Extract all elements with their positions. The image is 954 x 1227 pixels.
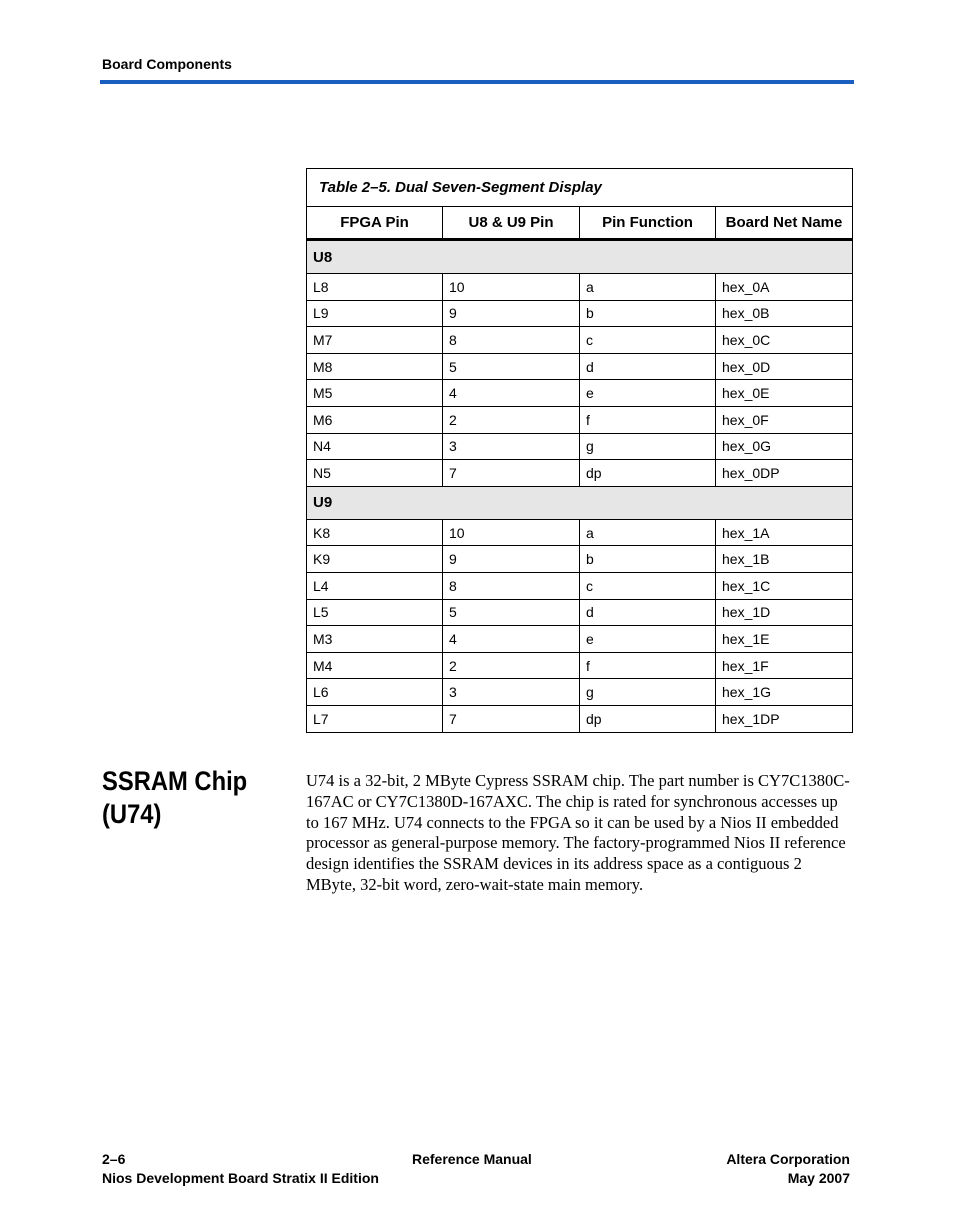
- table-cell: dp: [580, 460, 716, 487]
- pin-table: [306, 168, 853, 733]
- table-cell: 7: [443, 705, 580, 732]
- table-row: [307, 679, 853, 706]
- table-cell: L4: [307, 572, 443, 599]
- table-cell: K8: [307, 519, 443, 546]
- table-cell: 9: [443, 300, 580, 327]
- table-cell: M7: [307, 327, 443, 354]
- table-cell: 8: [443, 327, 580, 354]
- table-cell: b: [580, 300, 716, 327]
- table-cell: b: [580, 546, 716, 573]
- table-cell: hex_0E: [716, 380, 853, 407]
- section-heading-line2: (U74): [102, 799, 162, 829]
- table-caption: Table 2–5. Dual Seven-Segment Display: [307, 169, 853, 207]
- table-row: [307, 327, 853, 354]
- table-cell: L9: [307, 300, 443, 327]
- table-cell: M5: [307, 380, 443, 407]
- table-cell: hex_1G: [716, 679, 853, 706]
- table-row: [307, 460, 853, 487]
- table-cell: d: [580, 353, 716, 380]
- table-row: [307, 519, 853, 546]
- table-cell: c: [580, 327, 716, 354]
- table-cell: g: [580, 679, 716, 706]
- table-cell: dp: [580, 705, 716, 732]
- group-row: [307, 240, 853, 274]
- table-row: [307, 599, 853, 626]
- table-cell: M6: [307, 406, 443, 433]
- running-header: Board Components: [102, 56, 232, 72]
- table-cell: f: [580, 406, 716, 433]
- footer-center: [412, 1150, 532, 1169]
- table-cell: N5: [307, 460, 443, 487]
- column-header: FPGA Pin: [307, 207, 443, 240]
- table-row: [307, 652, 853, 679]
- table-cell: M8: [307, 353, 443, 380]
- table-cell: e: [580, 380, 716, 407]
- table-cell: 5: [443, 353, 580, 380]
- table-row: [307, 300, 853, 327]
- table-cell: hex_1D: [716, 599, 853, 626]
- table-cell: hex_0D: [716, 353, 853, 380]
- table-cell: c: [580, 572, 716, 599]
- table-cell: 5: [443, 599, 580, 626]
- column-header: Board Net Name: [716, 207, 853, 240]
- table-cell: M3: [307, 626, 443, 653]
- table-cell: e: [580, 626, 716, 653]
- table-cell: hex_1E: [716, 626, 853, 653]
- pin-table-container: [306, 168, 852, 733]
- table-cell: L7: [307, 705, 443, 732]
- table-cell: 4: [443, 626, 580, 653]
- table-cell: d: [580, 599, 716, 626]
- table-cell: 10: [443, 274, 580, 301]
- column-header: U8 & U9 Pin: [443, 207, 580, 240]
- table-cell: K9: [307, 546, 443, 573]
- table-cell: hex_1DP: [716, 705, 853, 732]
- footer-date: May 2007: [787, 1170, 850, 1186]
- table-cell: M4: [307, 652, 443, 679]
- table-cell: L6: [307, 679, 443, 706]
- table-row: [307, 546, 853, 573]
- table-cell: 10: [443, 519, 580, 546]
- table-cell: 4: [443, 380, 580, 407]
- table-header-row: [307, 207, 853, 240]
- table-cell: hex_1A: [716, 519, 853, 546]
- footer-company: Altera Corporation: [726, 1151, 850, 1167]
- table-cell: hex_0A: [716, 274, 853, 301]
- table-cell: 3: [443, 679, 580, 706]
- table-cell: f: [580, 652, 716, 679]
- footer-doc-type: Reference Manual: [412, 1151, 532, 1167]
- header-rule: [100, 80, 854, 84]
- table-cell: a: [580, 519, 716, 546]
- table-cell: L5: [307, 599, 443, 626]
- table-row: [307, 626, 853, 653]
- group-label: U9: [307, 486, 853, 519]
- table-cell: a: [580, 274, 716, 301]
- table-cell: hex_0G: [716, 433, 853, 460]
- group-row: [307, 486, 853, 519]
- table-row: [307, 572, 853, 599]
- table-row: [307, 406, 853, 433]
- table-row: [307, 705, 853, 732]
- table-cell: hex_0F: [716, 406, 853, 433]
- table-cell: 7: [443, 460, 580, 487]
- table-row: [307, 380, 853, 407]
- column-header: Pin Function: [580, 207, 716, 240]
- table-body: [307, 240, 853, 733]
- table-row: [307, 353, 853, 380]
- section-heading: [102, 765, 269, 831]
- footer-right: [726, 1150, 850, 1188]
- table-cell: hex_0B: [716, 300, 853, 327]
- table-cell: hex_1C: [716, 572, 853, 599]
- group-label: U8: [307, 240, 853, 274]
- table-cell: hex_1B: [716, 546, 853, 573]
- table-row: [307, 274, 853, 301]
- table-cell: 2: [443, 406, 580, 433]
- table-cell: 3: [443, 433, 580, 460]
- footer-product: Nios Development Board Stratix II Edition: [102, 1170, 379, 1186]
- section-heading-line1: SSRAM Chip: [102, 766, 248, 796]
- table-cell: L8: [307, 274, 443, 301]
- footer-left: [102, 1150, 379, 1188]
- footer-page-number: 2–6: [102, 1151, 126, 1167]
- table-row: [307, 433, 853, 460]
- table-cell: 9: [443, 546, 580, 573]
- table-cell: 2: [443, 652, 580, 679]
- table-cell: hex_0C: [716, 327, 853, 354]
- table-cell: 8: [443, 572, 580, 599]
- table-cell: hex_1F: [716, 652, 853, 679]
- section-body: U74 is a 32-bit, 2 MByte Cypress SSRAM chip. The part number is CY7C1380C-167AC or CY7C1380D-167AXC. The chip is rated for synchronous accesses up to 167 MHz. U74 connects to the FPGA so it can be used by a Nios II embedded processor as general-purpose memory. The factory-programmed Nios II reference design identifies the SSRAM devices in its address space as a contiguous 2 MByte, 32-bit word, zero-wait-state main memory.: [306, 771, 850, 894]
- table-cell: g: [580, 433, 716, 460]
- table-cell: N4: [307, 433, 443, 460]
- table-cell: hex_0DP: [716, 460, 853, 487]
